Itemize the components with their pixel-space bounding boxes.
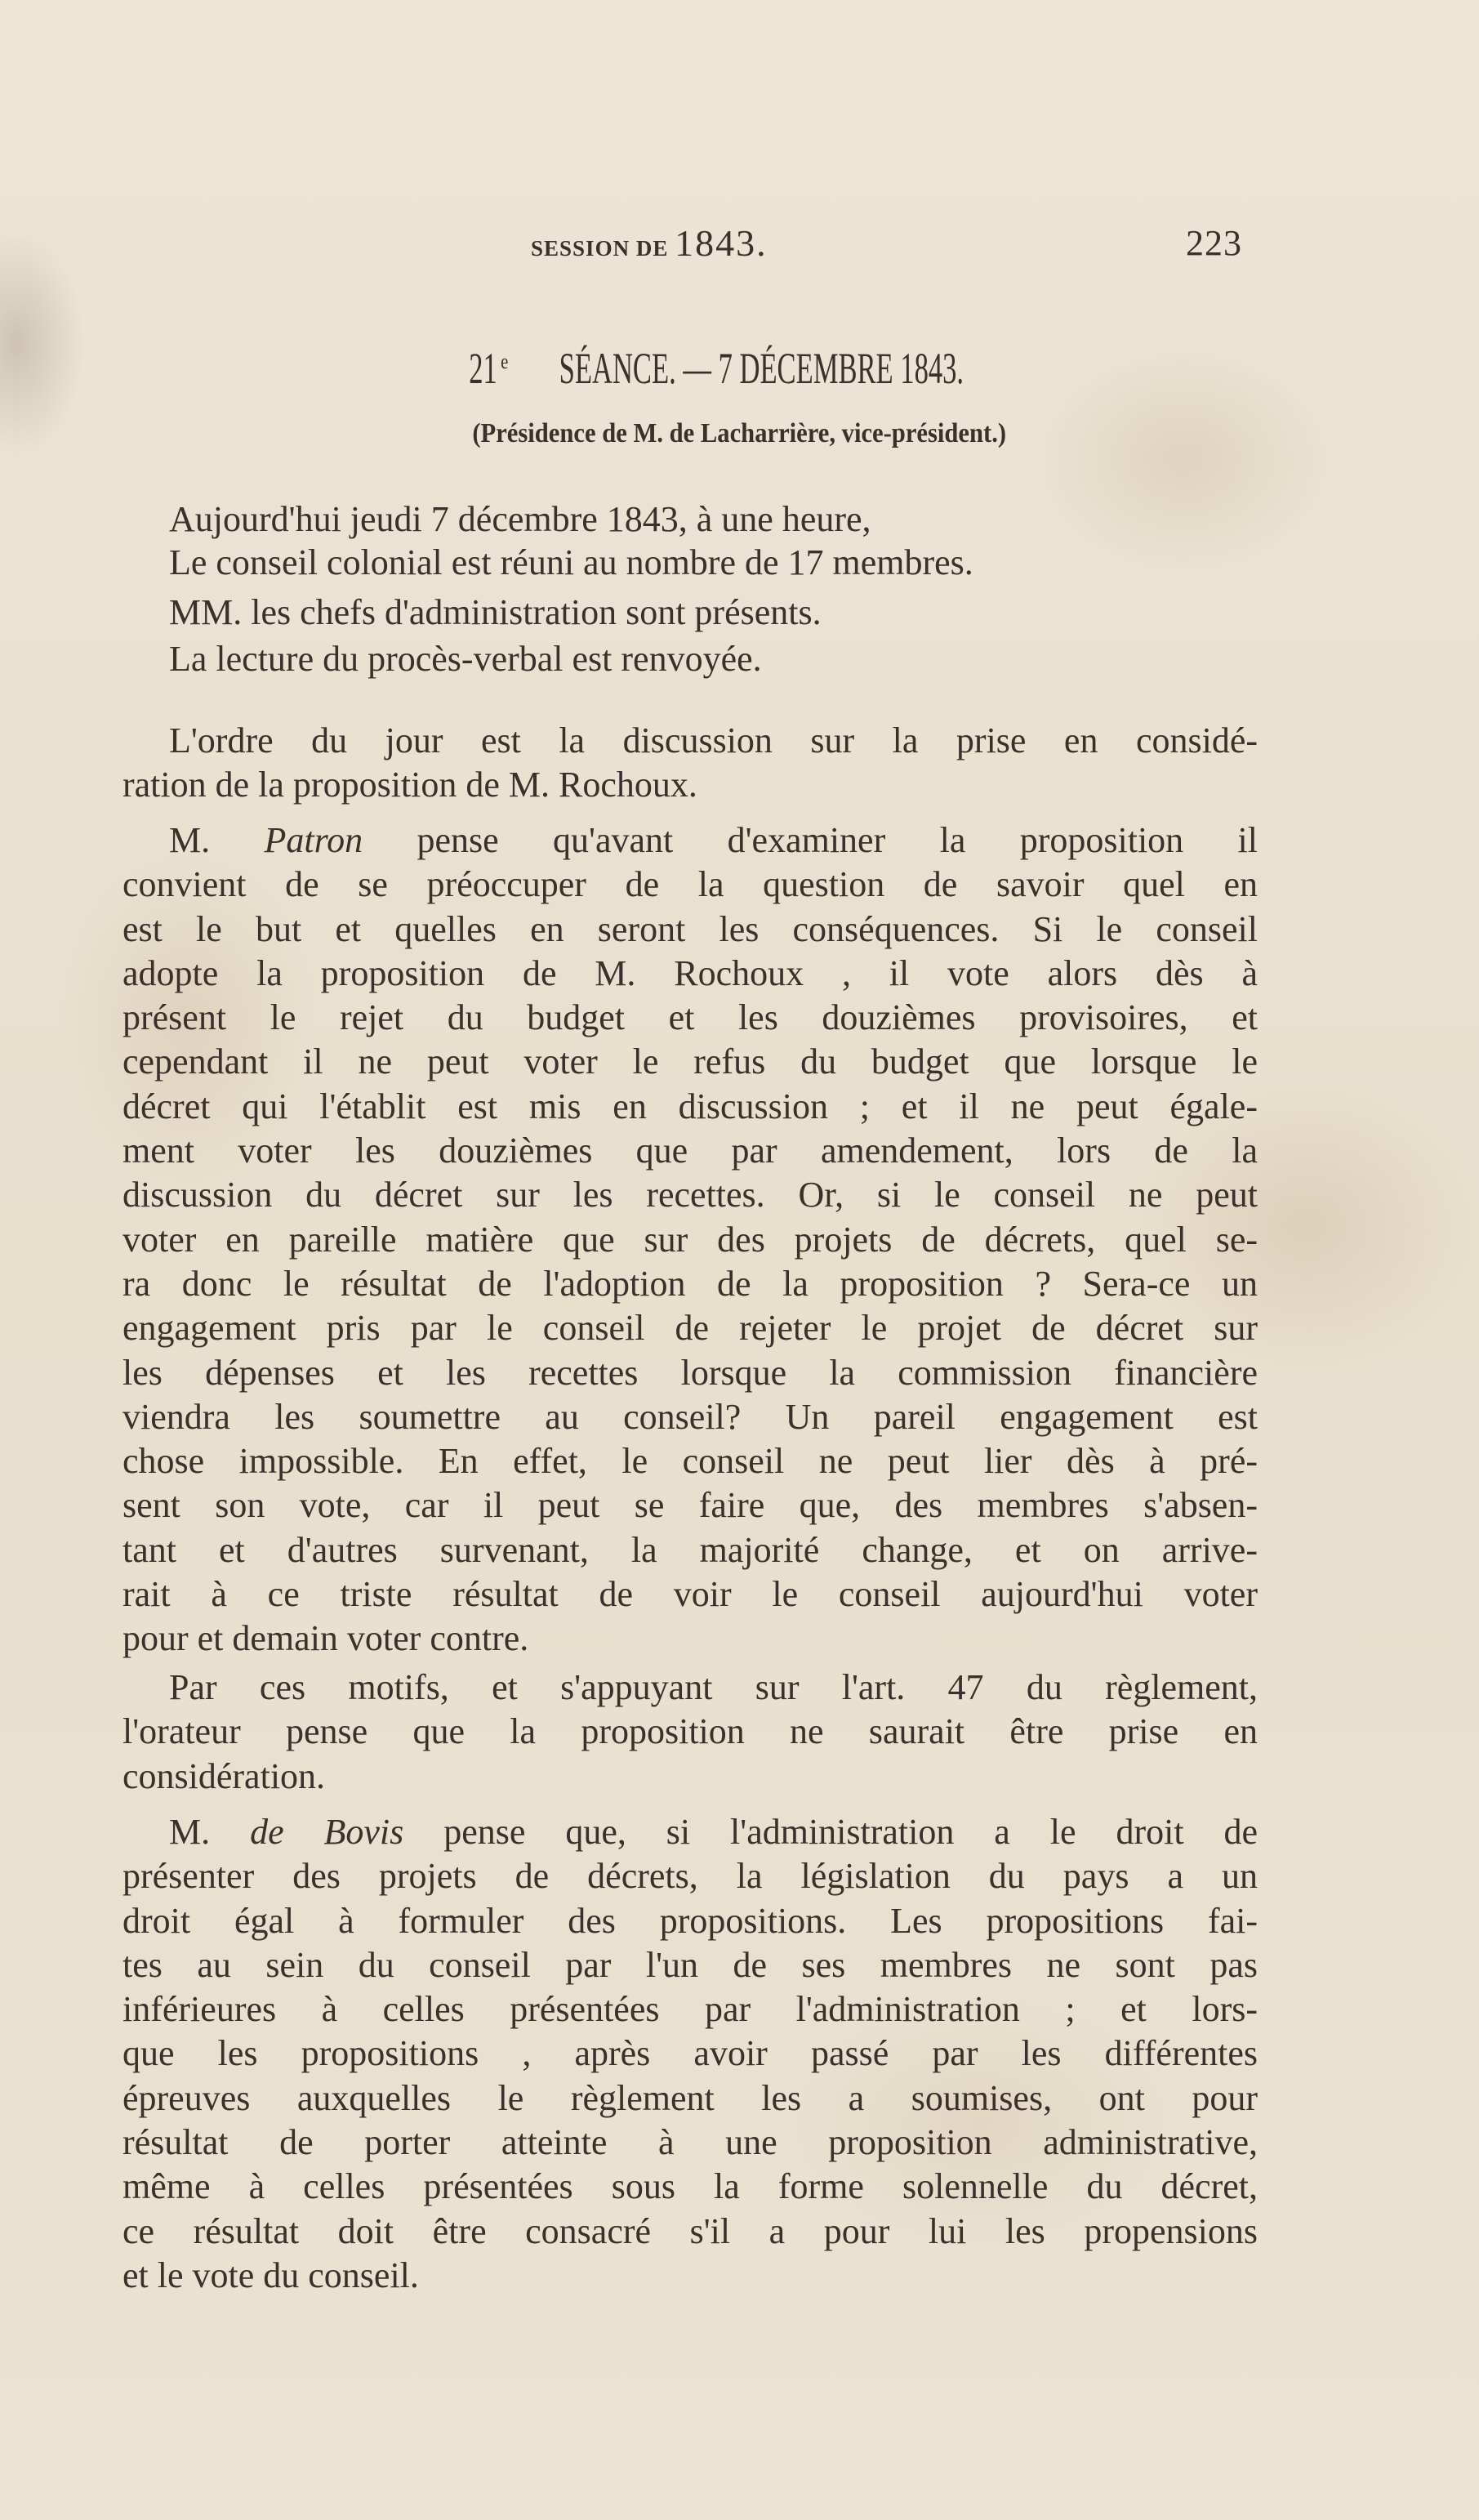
subtitle-text: (Présidence de M. de Lacharrière, vice-président.) — [472, 418, 1007, 448]
text-line: discussion du décret sur les recettes. Or, si le conseil ne peut — [123, 1175, 1258, 1215]
session-heading — [0, 331, 1479, 399]
text-line: épreuves auxquelles le règlement les a soumises, ont pour — [123, 2077, 1258, 2118]
text-line: ra donc le résultat de l'adoption de la proposition ? Sera-ce un — [123, 1263, 1258, 1304]
text-line: considération. — [123, 1755, 326, 1796]
text-line: présenter des projets de décrets, la législation du pays a un — [123, 1856, 1258, 1897]
text-line: pour et demain voter contre. — [123, 1618, 529, 1659]
heading-text: SÉANCE. — 7 DÉCEMBRE 1843. — [559, 344, 964, 393]
text-line: présent le rejet du budget et les douzièmes provisoires, et — [123, 997, 1258, 1038]
paragraph — [123, 1666, 1258, 1799]
text-line: même à celles présentées sous la forme solennelle du décret, — [123, 2166, 1258, 2207]
text-segment: M. — [169, 1812, 251, 1852]
text-segment: pense que, si l'administration a le droit de — [403, 1812, 1258, 1852]
text-line: L'ordre du jour est la discussion sur la prise en considé- — [169, 720, 1258, 760]
text-line: que les propositions , après avoir passé par les différentes — [123, 2033, 1258, 2074]
text-line — [123, 818, 1258, 863]
text-line: tes au sein du conseil par l'un de ses membres ne sont pas — [123, 1944, 1258, 1985]
text-line: est le but et quelles en seront les conséquences. Si le conseil — [123, 908, 1258, 949]
text-line: cependant il ne peut voter le refus du budget que lorsque le — [123, 1041, 1258, 1082]
text-line — [123, 1810, 1258, 1854]
running-head-title — [531, 219, 768, 273]
text-line: chose impossible. En effet, le conseil ne peut lier dès à pré- — [123, 1441, 1258, 1482]
text-line: adopte la proposition de M. Rochoux , il vote alors dès à — [123, 952, 1258, 993]
text-line: Aujourd'hui jeudi 7 décembre 1843, à une heure, — [169, 499, 871, 539]
text-line: ration de la proposition de M. Rochoux. — [123, 765, 697, 805]
text-line: MM. les chefs d'administration sont présents. — [169, 592, 822, 632]
text-line: les dépenses et les recettes lorsque la commission financière — [123, 1352, 1258, 1393]
heading-number-suffix: e — [500, 350, 509, 373]
text-line: Le conseil colonial est réuni au nombre de 17 membres. — [169, 542, 973, 582]
text-line: ce résultat doit être consacré s'il a pour lui les propensions — [123, 2210, 1258, 2251]
text-line: voter en pareille matière que sur des projets de décrets, quel se- — [123, 1219, 1258, 1260]
paragraph — [123, 591, 1258, 635]
paragraph — [123, 541, 1258, 585]
text-line: Par ces motifs, et s'appuyant sur l'art. 47 du règlement, — [169, 1667, 1258, 1707]
text-line: engagement pris par le conseil de rejeter le projet de décret sur — [123, 1308, 1258, 1349]
heading-number: 21 — [468, 344, 497, 393]
presidency-subtitle — [0, 415, 1479, 453]
text-line: droit égal à formuler des propositions. Les propositions fai- — [123, 1900, 1258, 1941]
paragraph-de-bovis-speech — [123, 1810, 1258, 2298]
text-line: sent son vote, car il peut se faire que, des membres s'absen- — [123, 1485, 1258, 1526]
text-line: tant et d'autres survenant, la majorité change, et on arrive- — [123, 1529, 1258, 1570]
paragraph-patron-speech — [123, 818, 1258, 1661]
text-line: décret qui l'établit est mis en discussion ; et il ne peut égale- — [123, 1086, 1258, 1126]
text-line: ment voter les douzièmes que par amendement, lors de la — [123, 1131, 1258, 1171]
page-number: 223 — [1186, 223, 1242, 263]
text-line: et le vote du conseil. — [123, 2255, 419, 2295]
text-line: rait à ce triste résultat de voir le conseil aujourd'hui voter — [123, 1574, 1258, 1615]
text-line: résultat de porter atteinte à une proposition administrative, — [123, 2122, 1258, 2163]
speaker-name: de Bovis — [250, 1812, 404, 1852]
running-head-prefix: SESSION DE — [531, 236, 669, 261]
paragraph — [123, 497, 1258, 542]
text-line: La lecture du procès-verbal est renvoyée. — [169, 639, 762, 679]
running-head-year: 1843. — [675, 222, 768, 264]
text-line: viendra les soumettre au conseil? Un pareil engagement est — [123, 1396, 1258, 1437]
text-line: l'orateur pense que la proposition ne saurait être prise en — [123, 1711, 1258, 1752]
speaker-name: Patron — [264, 820, 363, 860]
running-head — [0, 219, 1479, 268]
text-line: inférieures à celles présentées par l'administration ; et lors- — [123, 1989, 1258, 2030]
paragraph — [123, 637, 1258, 681]
text-segment: pense qu'avant d'examiner la proposition il — [363, 820, 1258, 860]
text-line: convient de se préoccuper de la question de savoir quel en — [123, 864, 1258, 905]
paragraph — [123, 719, 1258, 808]
text-segment: M. — [169, 820, 265, 860]
